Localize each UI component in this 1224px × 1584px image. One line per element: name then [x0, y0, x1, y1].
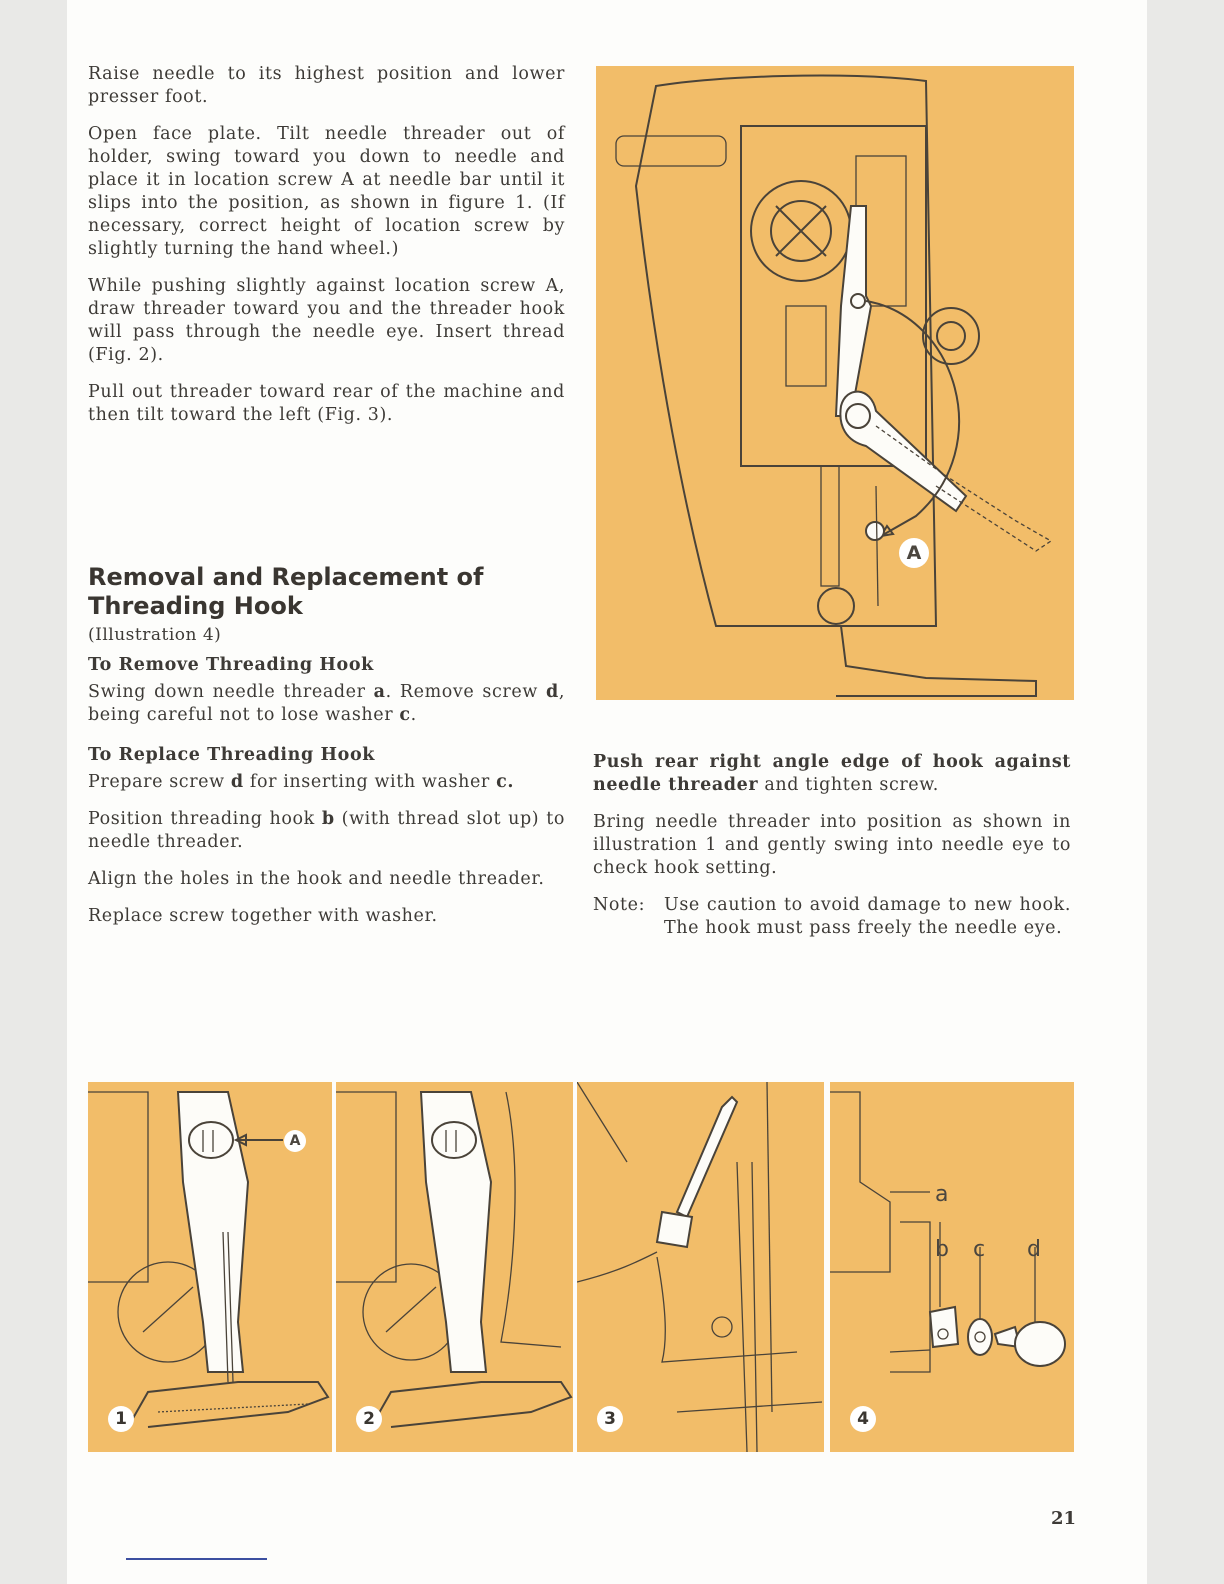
- part-c-ref: c: [399, 705, 411, 725]
- replace-p2-a: Position threading hook: [88, 809, 322, 829]
- remove-text-c: , being careful not to lose washer: [88, 682, 566, 725]
- section-removal: [88, 563, 565, 942]
- fig3-number-badge: 3: [597, 1406, 623, 1432]
- note-block: [593, 894, 1071, 954]
- main-illustration: [596, 66, 1074, 700]
- right-p1-bold: Push rear right angle edge of hook against needle threader: [593, 752, 1071, 795]
- fig1-number-badge: 1: [108, 1406, 134, 1432]
- figure-4: [830, 1082, 1074, 1452]
- section-subtitle: (Illustration 4): [88, 625, 222, 645]
- remove-text-b: . Remove screw: [385, 682, 546, 702]
- replace-heading: To Replace Threading Hook: [88, 745, 375, 765]
- remove-text-d: .: [410, 705, 417, 725]
- note-label: Note:: [593, 895, 646, 915]
- intro-paragraph-3: While pushing slightly against location screw A, draw threader toward you and the threader hook will pass through the needle eye. Insert thread (Fig. 2).: [88, 276, 565, 365]
- fig4-label-d: d: [1027, 1237, 1041, 1262]
- figure-strip: [88, 1082, 1074, 1452]
- right-p1-rest: and tighten screw.: [758, 775, 939, 795]
- intro-paragraph-4: Pull out threader toward rear of the machine and then tilt toward the left (Fig. 3).: [88, 382, 565, 425]
- replace-paragraph-1: [88, 771, 565, 794]
- remove-heading: To Remove Threading Hook: [88, 655, 374, 675]
- replace-p2-c: (with thread slot up) to needle threader.: [88, 809, 565, 852]
- section-title-line-1: Removal and Replacement of: [88, 563, 484, 591]
- figure-1: [88, 1082, 332, 1452]
- figure-4-drawing: [830, 1082, 1074, 1452]
- fig1-label-a: A: [284, 1130, 306, 1152]
- figure-2-drawing: [336, 1082, 573, 1452]
- right-paragraph-2: Bring needle threader into position as shown in illustration 1 and gently swing into needle eye to check hook setting.: [593, 812, 1071, 878]
- right-column: [593, 751, 1071, 954]
- section-title-line-2: Threading Hook: [88, 592, 303, 620]
- replace-p1-d: d: [230, 772, 244, 792]
- fig4-label-c: c: [973, 1237, 986, 1262]
- bottom-rule: [126, 1558, 267, 1560]
- remove-text-a: Swing down needle threader: [88, 682, 374, 702]
- fig4-label-a: a: [935, 1182, 949, 1207]
- fig4-number-badge: 4: [850, 1406, 876, 1432]
- figure-3: [577, 1082, 824, 1452]
- figure-2: [336, 1082, 573, 1452]
- fig2-number-badge: 2: [356, 1406, 382, 1432]
- replace-paragraph-2: [88, 808, 565, 854]
- right-paragraph-1: [593, 751, 1071, 797]
- left-column: [88, 63, 565, 441]
- label-a-badge: A: [899, 538, 929, 568]
- note-text: Use caution to avoid damage to new hook. The hook must pass freely the needle eye.: [664, 895, 1071, 938]
- replace-p1-b: for inserting with washer: [243, 772, 497, 792]
- remove-paragraph: [88, 681, 565, 727]
- replace-paragraph-4: Replace screw together with washer.: [88, 906, 438, 926]
- page-number: 21: [1051, 1508, 1077, 1529]
- part-d-ref: d: [546, 682, 559, 702]
- intro-paragraph-1: Raise needle to its highest position and lower presser foot.: [88, 64, 565, 107]
- intro-paragraph-2: Open face plate. Tilt needle threader out of holder, swing toward you down to needle and place it in location screw A at needle bar until it slips into the position, as shown in figure 1. (If necessary, correct height of location screw by slightly turning the hand wheel.): [88, 124, 565, 259]
- main-illustration-drawing: [596, 66, 1074, 700]
- replace-p1-a: Prepare screw: [88, 772, 231, 792]
- part-a-ref: a: [373, 682, 386, 702]
- replace-p2-b: b: [321, 809, 335, 829]
- replace-paragraph-3: Align the holes in the hook and needle threader.: [88, 869, 545, 889]
- fig4-label-b: b: [935, 1237, 949, 1262]
- replace-p1-c: c.: [496, 772, 515, 792]
- figure-3-drawing: [577, 1082, 824, 1452]
